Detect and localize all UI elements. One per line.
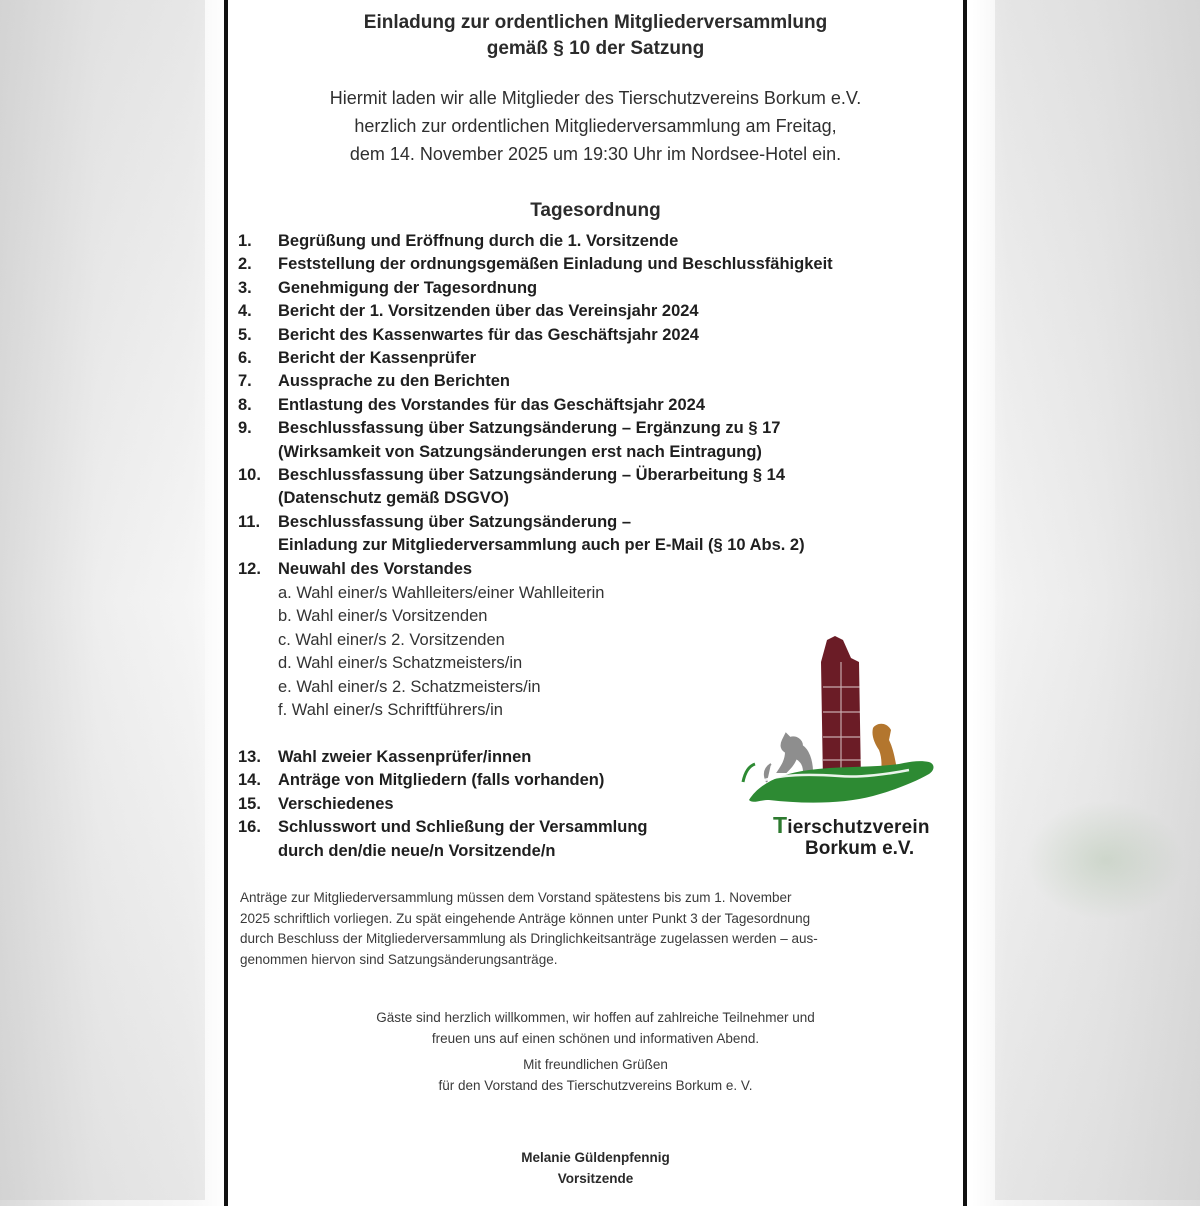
agenda-number: 13.	[238, 748, 261, 766]
closing-line-1: Gäste sind herzlich willkommen, wir hoffen auf zahlreiche Teilnehmer und	[376, 1010, 815, 1025]
agenda-number: 11.	[238, 512, 261, 531]
title-line-2: gemäß § 10 der Satzung	[486, 38, 705, 59]
agenda-subitem: a. Wahl einer/s Wahlleiters/einer Wahlleiterin	[278, 584, 605, 602]
agenda-text: durch den/die neue/n Vorsitzende/n	[278, 841, 556, 860]
background-blur-logo	[1025, 800, 1185, 920]
intro-line-3: dem 14. November 2025 um 19:30 Uhr im Nordsee-Hotel ein.	[349, 144, 842, 164]
agenda-number: 8.	[238, 395, 252, 414]
notice-line-2: 2025 schriftlich vorliegen. Zu spät eingehende Anträge können unter Punkt 3 der Tagesordnung	[240, 910, 811, 926]
agenda-number: 4.	[238, 302, 252, 321]
agenda-number: 14.	[238, 771, 261, 790]
logo-graphic	[739, 632, 945, 812]
agenda-text: (Datenschutz gemäß DSGVO)	[278, 489, 510, 508]
agenda-number: 1.	[238, 232, 252, 250]
agenda-heading: Tagesordnung	[530, 200, 661, 221]
agenda-text: Schlusswort und Schließung der Versammlung	[278, 818, 648, 837]
signature-name: Melanie Güldenpfennig	[521, 1150, 670, 1165]
agenda-subitem: b. Wahl einer/s Vorsitzenden	[278, 607, 488, 626]
intro-line-2: herzlich zur ordentlichen Mitgliederversammlung am Freitag,	[354, 116, 837, 136]
agenda-text: Einladung zur Mitgliederversammlung auch per E-Mail (§ 10 Abs. 2)	[278, 536, 805, 555]
signature-block	[228, 1148, 963, 1189]
agenda-text: Genehmigung der Tagesordnung	[278, 278, 538, 297]
agenda-number: 2.	[238, 255, 252, 274]
closing-line-4: für den Vorstand des Tierschutzvereins Borkum e. V.	[438, 1077, 753, 1093]
motions-notice	[240, 888, 952, 970]
agenda-text: Verschiedenes	[278, 794, 394, 813]
agenda-subitem: f. Wahl einer/s Schriftführers/in	[278, 701, 503, 719]
agenda-number: 15.	[238, 794, 261, 813]
agenda-text: Entlastung des Vorstandes für das Geschäftsjahr 2024	[278, 395, 706, 414]
agenda-subitem: d. Wahl einer/s Schatzmeisters/in	[278, 654, 523, 673]
agenda-text: (Wirksamkeit von Satzungsänderungen erst nach Eintragung)	[278, 442, 762, 461]
agenda-text: Neuwahl des Vorstandes	[278, 559, 473, 578]
agenda-text: Bericht der Kassenprüfer	[278, 349, 477, 367]
agenda-number: 12.	[238, 559, 261, 578]
agenda-subitem: c. Wahl einer/s 2. Vorsitzenden	[278, 630, 505, 649]
agenda-text: Begrüßung und Eröffnung durch die 1. Vorsitzende	[278, 232, 679, 250]
agenda-subitem: e. Wahl einer/s 2. Schatzmeisters/in	[278, 677, 541, 696]
notice-line-3: durch Beschluss der Mitgliederversammlung als Dringlichkeitsanträge zugelassen werden – aus-	[240, 931, 818, 946]
agenda-number: 5.	[238, 325, 252, 344]
agenda-text: Aussprache zu den Berichten	[278, 372, 510, 391]
background-blur-right	[995, 0, 1200, 1200]
logo-text-line-1	[773, 812, 930, 839]
logo-initial: T	[773, 812, 788, 838]
agenda-number: 10.	[238, 466, 261, 484]
notice-line-4: genommen hiervon sind Satzungsänderungsanträge.	[240, 951, 558, 967]
background-blur-left	[0, 0, 205, 1200]
agenda-number: 3.	[238, 278, 252, 297]
document-title	[228, 10, 963, 62]
intro-paragraph	[228, 84, 963, 168]
agenda-number: 6.	[238, 349, 252, 367]
agenda-number: 16.	[238, 818, 261, 837]
invitation-document	[224, 0, 967, 1206]
logo-text-line-2: Borkum e.V.	[805, 838, 915, 859]
notice-line-1: Anträge zur Mitgliederversammlung müssen dem Vorstand spätestens bis zum 1. November	[240, 890, 792, 905]
agenda-text: Wahl zweier Kassenprüfer/innen	[278, 748, 532, 766]
agenda-text: Bericht des Kassenwartes für das Geschäftsjahr 2024	[278, 325, 699, 344]
intro-line-1: Hiermit laden wir alle Mitglieder des Tierschutzvereins Borkum e.V.	[329, 88, 862, 108]
closing-text	[228, 1008, 963, 1096]
agenda-number: 9.	[238, 419, 252, 438]
agenda-text: Anträge von Mitgliedern (falls vorhanden)	[278, 771, 605, 790]
agenda-text: Beschlussfassung über Satzungsänderung – Ergänzung zu § 17	[278, 419, 781, 438]
agenda-text: Beschlussfassung über Satzungsänderung – Überarbeitung § 14	[278, 466, 786, 484]
agenda-text: Bericht der 1. Vorsitzenden über das Vereinsjahr 2024	[278, 302, 699, 321]
closing-greeting: Mit freundlichen Grüßen	[523, 1057, 668, 1072]
signature-role: Vorsitzende	[557, 1170, 634, 1186]
agenda-text: Beschlussfassung über Satzungsänderung –	[278, 512, 631, 531]
agenda-number: 7.	[238, 372, 252, 391]
tierschutzverein-logo	[739, 632, 945, 862]
logo-text-rest: ierschutzverein	[787, 817, 930, 838]
closing-line-2: freuen uns auf einen schönen und informativen Abend.	[431, 1030, 760, 1046]
agenda-text: Feststellung der ordnungsgemäßen Einladung und Beschlussfähigkeit	[278, 255, 833, 274]
title-line-1: Einladung zur ordentlichen Mitgliederversammlung	[363, 12, 828, 33]
